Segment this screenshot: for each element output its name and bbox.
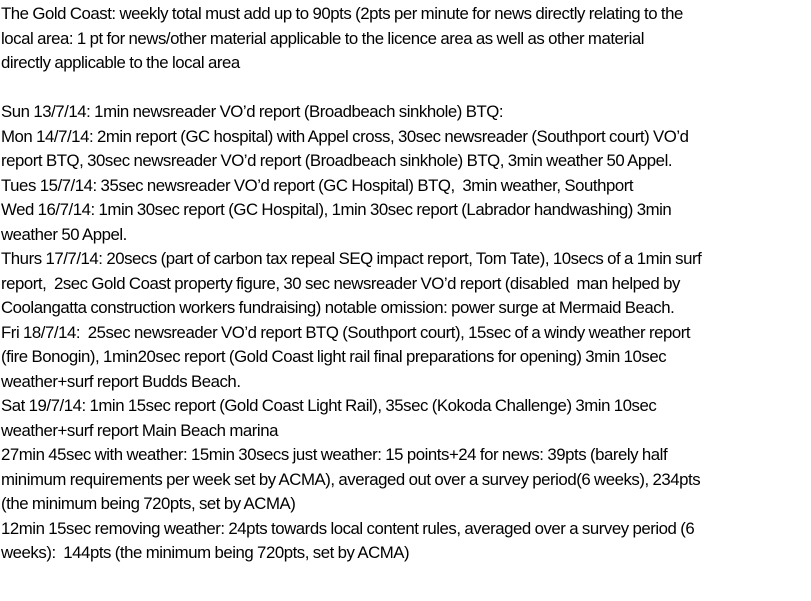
text-line: 27min 45sec with weather: 15min 30secs just weather: 15 points+24 for news: 39pts (barely half <box>1 445 668 464</box>
text-line: weather 50 Appel. <box>1 225 127 244</box>
text-line: weather+surf report Main Beach marina <box>1 421 278 440</box>
text-line: (the minimum being 720pts, set by ACMA) <box>1 494 296 513</box>
text-line: Sun 13/7/14: 1min newsreader VO’d report (Broadbeach sinkhole) BTQ: <box>1 102 504 121</box>
text-line: weather+surf report Budds Beach. <box>1 372 241 391</box>
text-line: Tues 15/7/14: 35sec newsreader VO’d report (GC Hospital) BTQ, 3min weather, Southport <box>1 176 634 195</box>
text-line: 12min 15sec removing weather: 24pts towards local content rules, averaged over a survey period (6 <box>1 519 695 538</box>
text-line: local area: 1 pt for news/other material applicable to the licence area as well as other material <box>1 29 645 48</box>
text-line: (fire Bonogin), 1min20sec report (Gold Coast light rail final preparations for opening) 3min 10sec <box>1 347 667 366</box>
text-line: Wed 16/7/14: 1min 30sec report (GC Hospital), 1min 30sec report (Labrador handwashing) 3min <box>1 200 672 219</box>
text-line: Thurs 17/7/14: 20secs (part of carbon tax repeal SEQ impact report, Tom Tate), 10secs of a 1min surf <box>1 249 702 268</box>
text-line: Fri 18/7/14: 25sec newsreader VO’d report BTQ (Southport court), 15sec of a windy weather report <box>1 323 691 342</box>
text-line: minimum requirements per week set by ACMA), averaged out over a survey period(6 weeks), 234pts <box>1 470 701 489</box>
text-line: Coolangatta construction workers fundraising) notable omission: power surge at Mermaid Beach. <box>1 298 675 317</box>
text-line: directly applicable to the local area <box>1 53 240 72</box>
text-line: report BTQ, 30sec newsreader VO’d report (Broadbeach sinkhole) BTQ, 3min weather 50 Appel. <box>1 151 673 170</box>
text-line: The Gold Coast: weekly total must add up to 90pts (2pts per minute for news directly relating to the <box>1 4 683 23</box>
text-line: Mon 14/7/14: 2min report (GC hospital) with Appel cross, 30sec newsreader (Southport court) VO’d <box>1 127 689 146</box>
text-line: report, 2sec Gold Coast property figure, 30 sec newsreader VO’d report (disabled man helped by <box>1 274 680 293</box>
text-line: weeks): 144pts (the minimum being 720pts, set by ACMA) <box>1 543 410 562</box>
text-line: Sat 19/7/14: 1min 15sec report (Gold Coast Light Rail), 35sec (Kokoda Challenge) 3min 10sec <box>1 396 657 415</box>
